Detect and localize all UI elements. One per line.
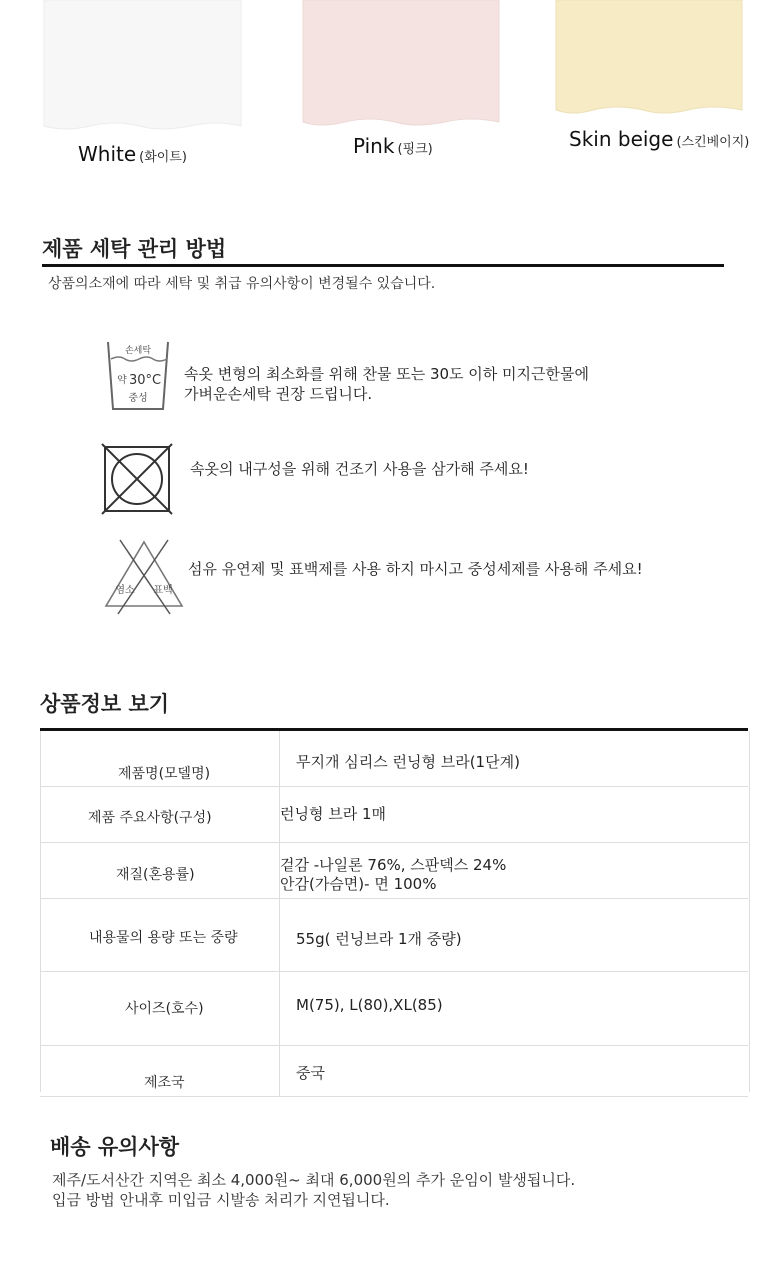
swatch-label-white: White (화이트) bbox=[78, 142, 187, 166]
swatch-pink bbox=[300, 0, 502, 130]
row-label: 내용물의 용량 또는 중량 bbox=[40, 899, 280, 971]
row-value: 중국 bbox=[296, 1064, 325, 1082]
care-text-no-dryer: 속옷의 내구성을 위해 건조기 사용을 삼가해 주세요! bbox=[190, 460, 529, 478]
table-row bbox=[40, 899, 748, 972]
swatch-white bbox=[40, 0, 245, 132]
no-bleach-icon bbox=[102, 538, 186, 620]
row-value: M(75), L(80),XL(85) bbox=[296, 996, 443, 1014]
table-row bbox=[40, 1046, 748, 1097]
row-label: 제품 주요사항(구성) bbox=[40, 787, 280, 842]
swatch-label-pink: Pink (핑크) bbox=[353, 134, 433, 158]
svg-text:염소: 염소 bbox=[115, 585, 135, 596]
care-title: 제품 세탁 관리 방법 bbox=[42, 237, 227, 261]
row-value: 겉감 -나일론 76%, 스판덱스 24% 안감(가슴면)- 면 100% bbox=[280, 856, 507, 893]
row-label: 제품명(모델명) bbox=[40, 731, 280, 786]
row-value: 55g( 런닝브라 1개 중량) bbox=[296, 930, 462, 948]
row-label: 재질(혼용률) bbox=[40, 843, 280, 898]
svg-text:30°C: 30°C bbox=[128, 373, 162, 388]
info-table bbox=[40, 731, 748, 1097]
swatch-skin-beige bbox=[553, 0, 745, 118]
care-text-line: 속옷 변형의 최소화를 위해 찬물 또는 30도 이하 미지근한물에 bbox=[184, 365, 589, 383]
table-row bbox=[40, 843, 748, 899]
delivery-line: 제주/도서산간 지역은 최소 4,000원~ 최대 6,000원의 추가 운임이 발생됩니다. bbox=[52, 1171, 576, 1189]
info-title: 상품정보 보기 bbox=[40, 692, 170, 716]
table-row bbox=[40, 972, 748, 1046]
delivery-line: 입금 방법 안내후 미입금 시발송 처리가 지연됩니다. bbox=[52, 1191, 390, 1209]
row-label: 사이즈(호수) bbox=[40, 972, 280, 1045]
delivery-title: 배송 유의사항 bbox=[50, 1135, 180, 1159]
row-label: 제조국 bbox=[40, 1046, 280, 1096]
row-value: 런닝형 브라 1매 bbox=[280, 805, 387, 823]
care-text-line: 가벼운손세탁 권장 드립니다. bbox=[184, 385, 373, 403]
swatch-label-skin-beige: Skin beige (스킨베이지) bbox=[569, 127, 750, 151]
no-tumble-dry-icon bbox=[101, 443, 173, 519]
care-text-hand-wash bbox=[184, 364, 589, 404]
svg-text:중성: 중성 bbox=[128, 393, 148, 404]
delivery-notes bbox=[52, 1170, 575, 1210]
svg-text:손세탁: 손세탁 bbox=[124, 346, 152, 356]
hand-wash-icon bbox=[105, 339, 171, 419]
svg-text:약: 약 bbox=[117, 375, 127, 386]
table-row bbox=[40, 731, 748, 787]
svg-text:표백: 표백 bbox=[153, 585, 173, 596]
care-text-no-bleach: 섬유 유연제 및 표백제를 사용 하지 마시고 중성세제를 사용해 주세요! bbox=[188, 560, 643, 578]
row-value: 무지개 심리스 런닝형 브라(1단계) bbox=[296, 753, 520, 771]
care-title-divider bbox=[42, 264, 724, 267]
table-row bbox=[40, 787, 748, 843]
care-note: 상품의소재에 따라 세탁 및 취급 유의사항이 변경될수 있습니다. bbox=[48, 276, 436, 292]
